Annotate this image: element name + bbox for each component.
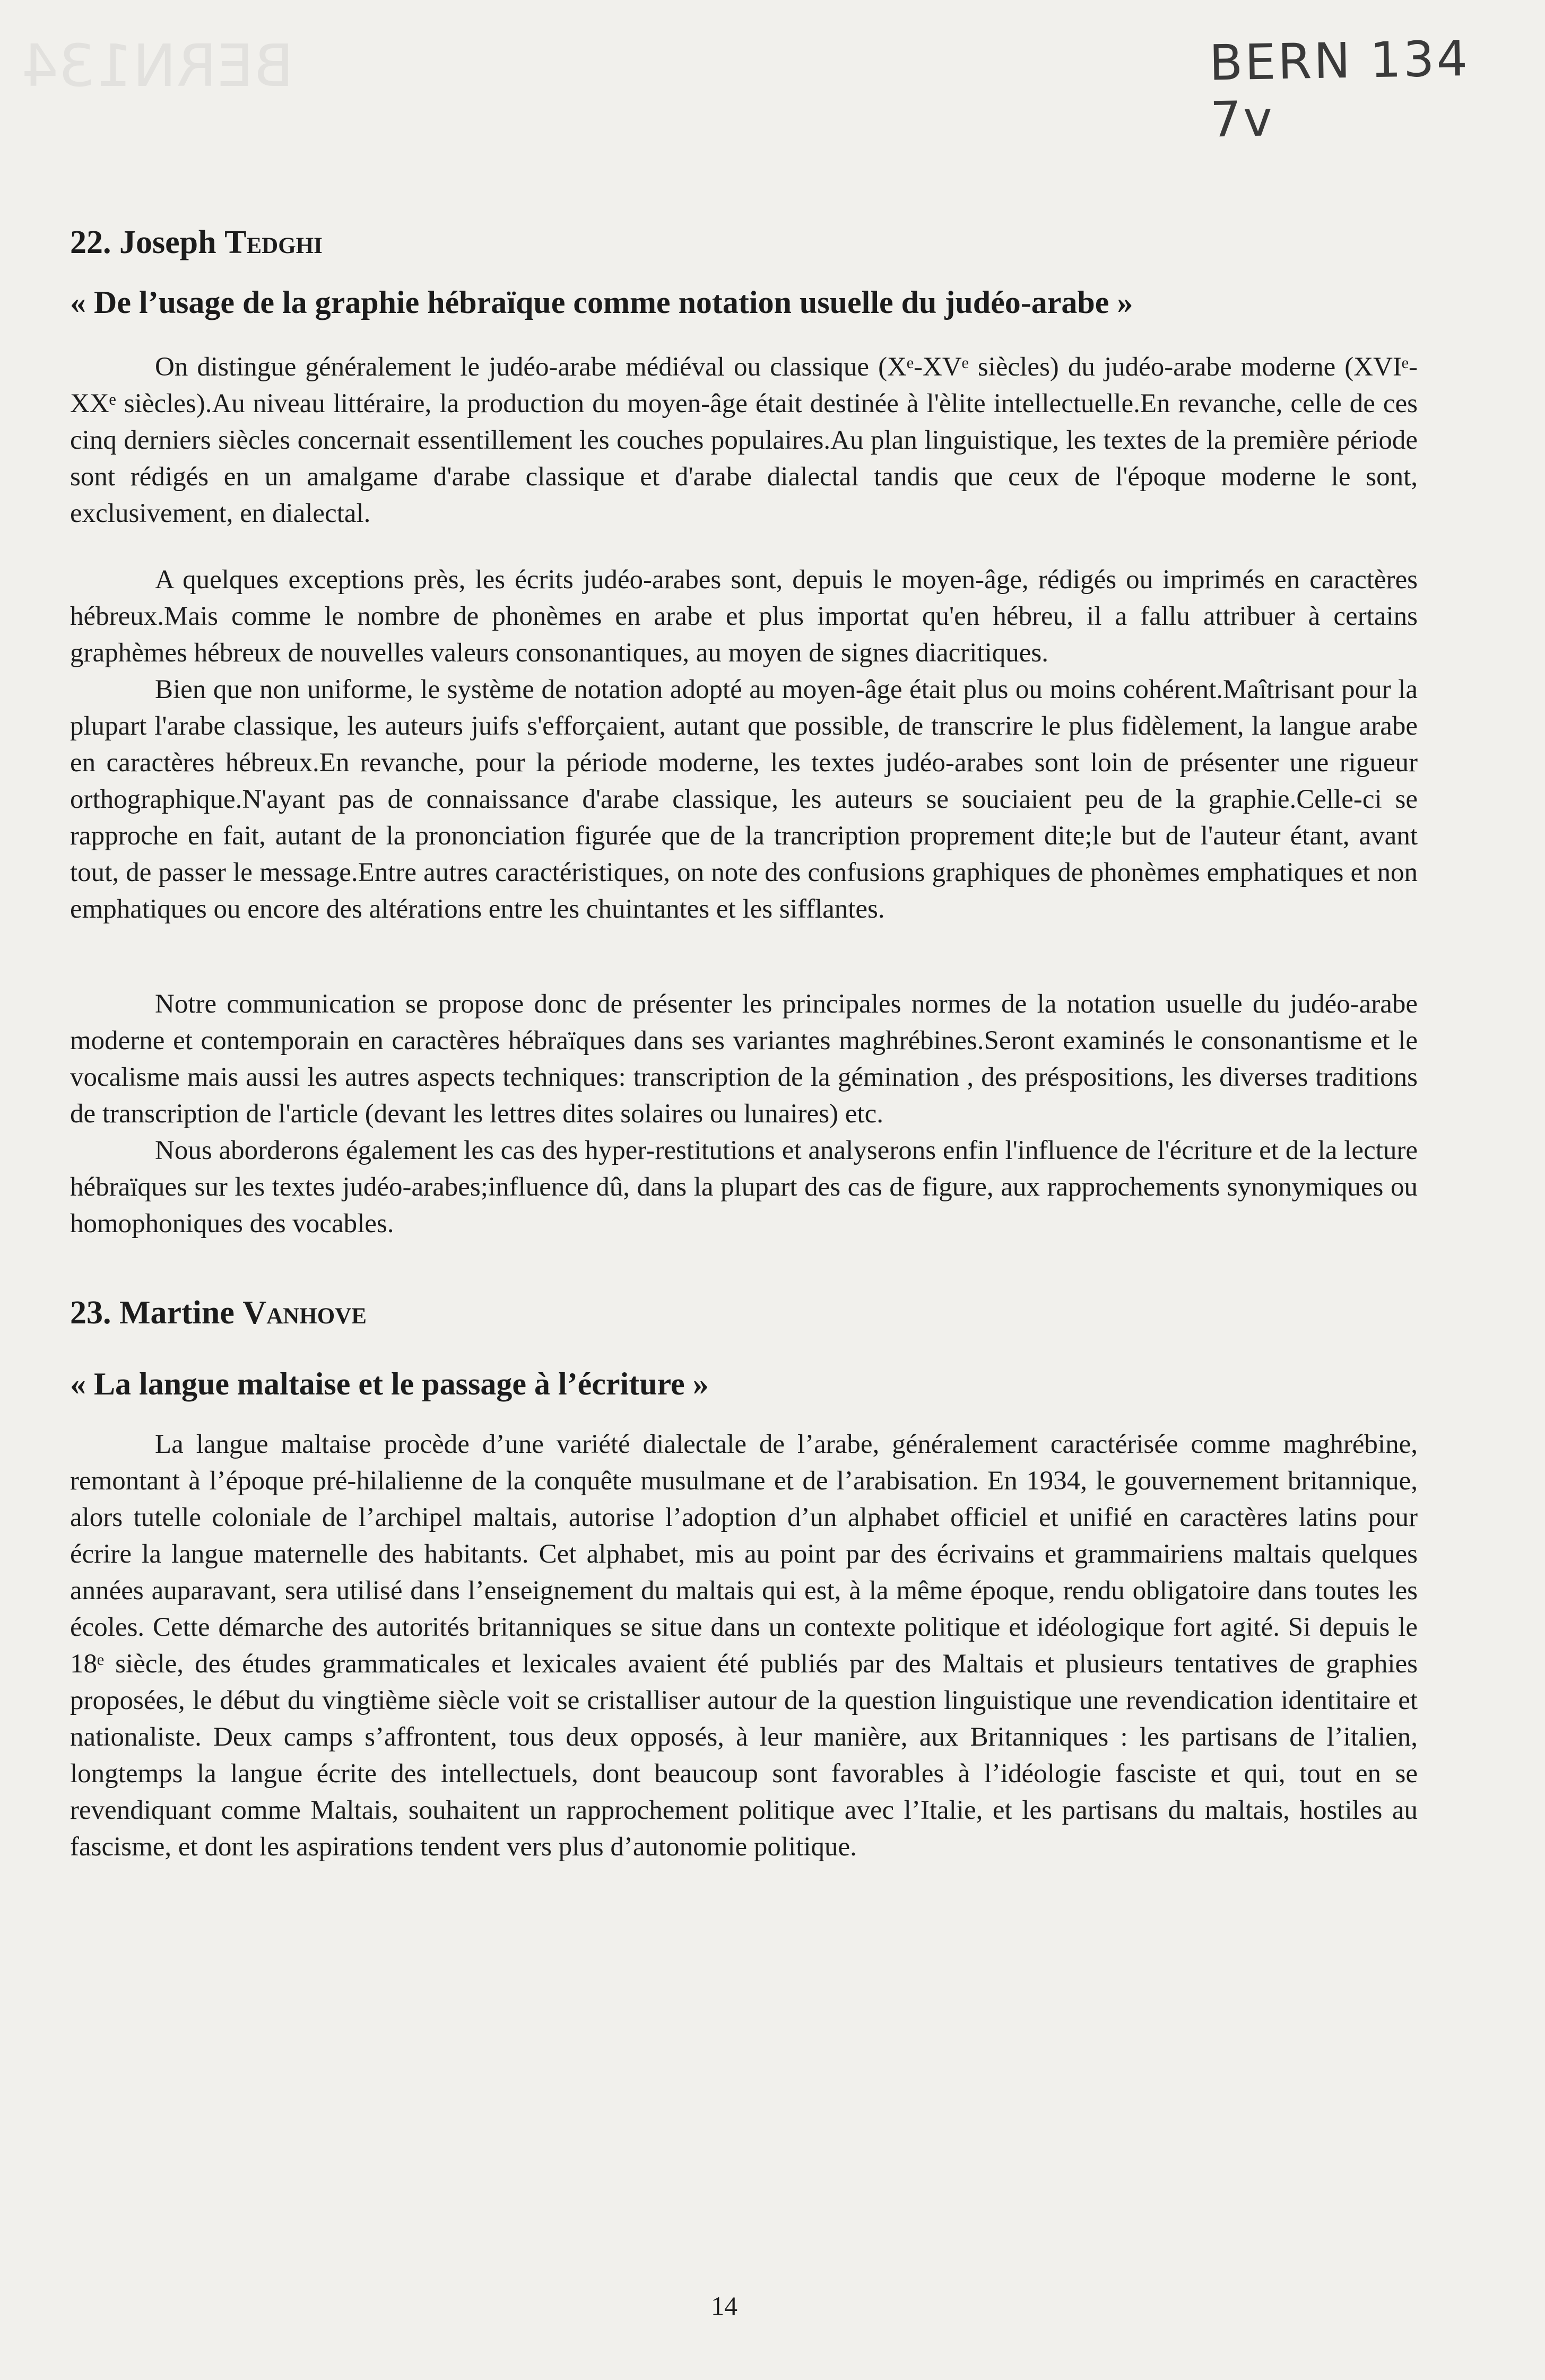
section-22: [70, 223, 1418, 1242]
paragraph: On distingue généralement le judéo-arabe médiéval ou classique (Xᵉ-XVᵉ siècles) du judéo-arabe moderne (XVIᵉ-XXᵉ siècles).Au niveau littéraire, la production du moyen-âge était destinée à l'èlite intellectuelle.En revanche, celle de ces cinq derniers siècles concernait essentillement les couches populaires.Au plan linguistique, les textes de la première période sont rédigés en un amalgame d'arabe classique et d'arabe dialectal tandis que ceux de l'époque moderne le sont, exclusivement, en dialectal.: [70, 352, 1418, 529]
paragraph: A quelques exceptions près, les écrits judéo-arabes sont, depuis le moyen-âge, rédigés ou imprimés en caractères hébreux.Mais comme le nombre de phonèmes en arabe et plus importat qu'en hébreu, il a fallu attribuer à certains graphèmes hébreux de nouvelles valeurs consonantiques, au moyen de signes diacritiques.: [70, 565, 1418, 668]
section-number: 22.: [70, 224, 111, 260]
section-title: « La langue maltaise et le passage à l’écriture »: [70, 1366, 709, 1401]
section-title: « De l’usage de la graphie hébraïque comme notation usuelle du judéo-arabe »: [70, 285, 1133, 320]
paragraph: Bien que non uniforme, le système de notation adopté au moyen-âge était plus ou moins cohérent.Maîtrisant pour la plupart l'arabe classique, les auteurs juifs s'efforçaient, autant que possible, de transcrire le plus fidèlement, la langue arabe en caractères hébreux.En revanche, pour la période moderne, les textes judéo-arabes sont loin de présenter une rigueur orthographique.N'ayant pas de connaissance d'arabe classique, les auteurs se souciaient peu de la graphie.Celle-ci se rapproche en fait, autant de la prononciation figurée que de la trancription proprement dite;le but de l'auteur étant, avant tout, de passer le message.Entre autres caractéristiques, on note des confusions graphiques de phonèmes emphatiques et non emphatiques ou encore des altérations entre les chuintantes et les sifflantes.: [70, 675, 1418, 925]
section-number: 23.: [70, 1295, 111, 1331]
paragraph: Nous aborderons également les cas des hyper-restitutions et analyserons enfin l'influence de l'écriture et de la lecture hébraïques sur les textes judéo-arabes;influence dû, dans la plupart des cas de figure, aux rapprochements synonymiques ou homophoniques des vocables.: [70, 1136, 1418, 1239]
section-23: [70, 1293, 1418, 1865]
paragraph: Notre communication se propose donc de présenter les principales normes de la notation usuelle du judéo-arabe moderne et contemporain en caractères hébraïques dans ses variantes maghrébines.Seront examinés le consonantisme et le vocalisme mais aussi les autres aspects techniques: transcription de la gémination , des préspositions, les diverses traditions de transcription de l'article (devant les lettres dites solaires ou lunaires) etc.: [70, 989, 1418, 1129]
bleed-through-mark: BERN134: [21, 32, 294, 100]
author-last-name: Vanhove: [242, 1295, 367, 1331]
archive-handwritten-mark: BERN 134 7v: [1209, 30, 1470, 149]
page-content: [70, 223, 1418, 1865]
author-first-name: Joseph: [119, 224, 216, 260]
author-first-name: Martine: [119, 1295, 235, 1331]
author-last-name: Tedghi: [224, 224, 323, 260]
page-number: 14: [711, 2291, 737, 2321]
section-heading: [70, 223, 1418, 262]
section-heading: [70, 1293, 1418, 1332]
paragraph: La langue maltaise procède d’une variété dialectale de l’arabe, généralement caractérisée comme maghrébine, remontant à l’époque pré-hilalienne de la conquête musulmane et de l’arabisation. En 1934, le gouvernement britannique, alors tutelle coloniale de l’archipel maltais, autorise l’adoption d’un alphabet officiel et unifié en caractères latins pour écrire la langue maternelle des habitants. Cet alphabet, mis au point par des écrivains et grammairiens maltais quelques années auparavant, sera utilisé dans l’enseignement du maltais qui est, à la même époque, rendu obligatoire dans toutes les écoles. Cette démarche des autorités britanniques se situe dans un contexte politique et idéologique fort agité. Si depuis le 18ᵉ siècle, des études grammaticales et lexicales avaient été publiés par des Maltais et plusieurs tentatives de graphies proposées, le début du vingtième siècle voit se cristalliser autour de la question linguistique une revendication identitaire et nationaliste. Deux camps s’affrontent, tous deux opposés, à leur manière, aux Britanniques : les partisans de l’italien, longtemps la langue écrite des intellectuels, dont beaucoup sont favorables à l’idéologie fasciste et qui, tout en se revendiquant comme Maltais, souhaitent un rapprochement politique avec l’Italie, et les partisans du maltais, hostiles au fascisme, et dont les aspirations tendent vers plus d’autonomie politique.: [70, 1429, 1418, 1862]
